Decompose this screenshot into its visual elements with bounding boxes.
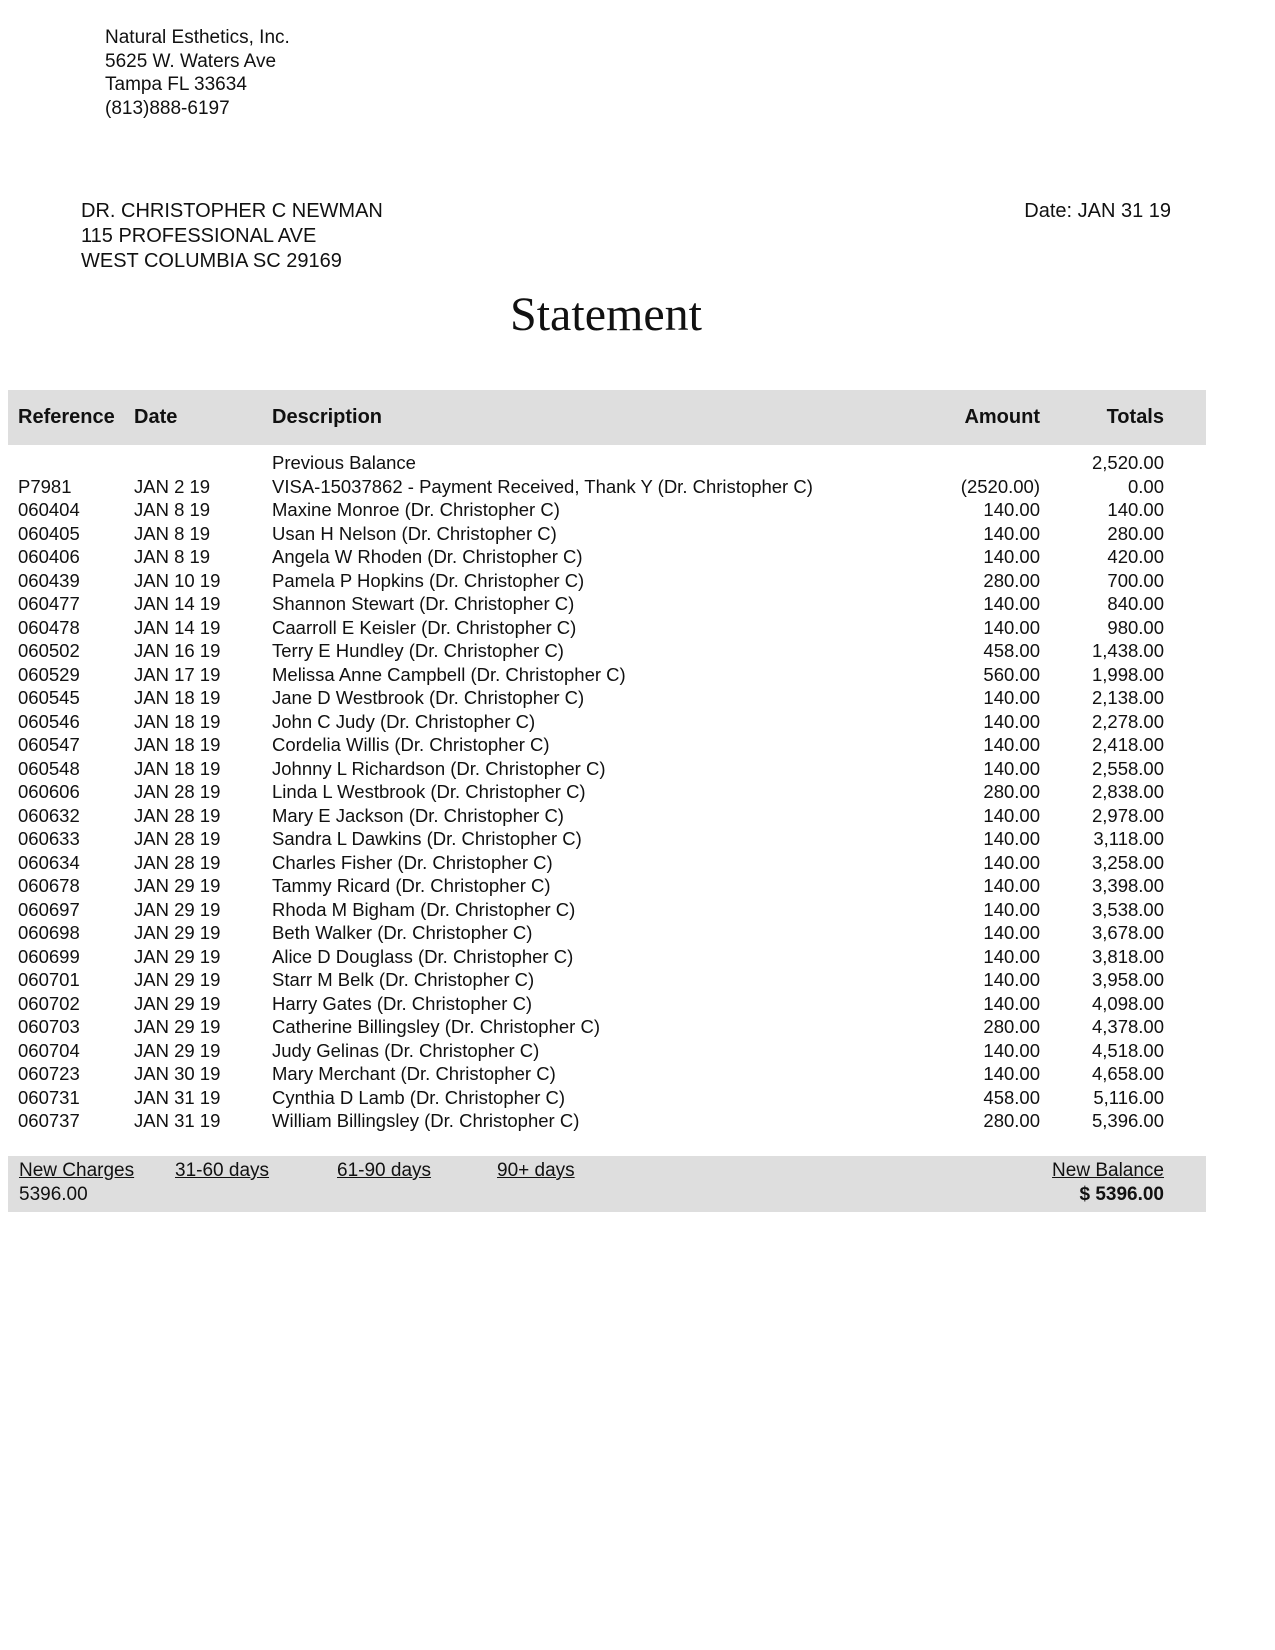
row-date: JAN 10 19 [134, 569, 221, 591]
row-total: 700.00 [1107, 569, 1164, 591]
table-row [8, 1109, 1206, 1133]
row-description: Linda L Westbrook (Dr. Christopher C) [272, 781, 586, 802]
table-row [8, 1062, 1206, 1086]
table-row [8, 639, 1206, 663]
row-total: 0.00 [1127, 475, 1164, 497]
row-total: 4,658.00 [1091, 1063, 1164, 1084]
row-date: JAN 29 19 [134, 1016, 221, 1037]
row-amount: 140.00 [983, 710, 1040, 732]
row-description: Harry Gates (Dr. Christopher C) [272, 992, 533, 1014]
row-description: Previous Balance [272, 452, 416, 473]
recipient-city: WEST COLUMBIA SC 29169 [81, 250, 342, 272]
row-description: Rhoda M Bigham (Dr. Christopher C) [272, 898, 576, 920]
table-row [8, 592, 1206, 616]
sender-address-block [105, 26, 290, 120]
row-amount: 140.00 [983, 922, 1040, 943]
row-total: 840.00 [1107, 593, 1164, 614]
table-row [8, 475, 1206, 499]
row-description: Jane D Westbrook (Dr. Christopher C) [272, 687, 585, 708]
row-total: 2,278.00 [1091, 710, 1164, 732]
header-date: Date [134, 406, 178, 428]
row-total: 3,538.00 [1091, 898, 1164, 920]
row-date: JAN 8 19 [134, 546, 211, 567]
row-date: JAN 28 19 [134, 781, 221, 802]
row-description: Usan H Nelson (Dr. Christopher C) [272, 522, 557, 544]
row-total: 2,978.00 [1091, 804, 1164, 826]
row-reference: 060405 [18, 522, 80, 544]
row-date: JAN 8 19 [134, 522, 211, 544]
header-reference: Reference [18, 406, 115, 428]
new-balance-value: $ 5396.00 [1079, 1184, 1164, 1205]
row-description: Cordelia Willis (Dr. Christopher C) [272, 734, 550, 755]
sender-phone: (813)888-6197 [105, 97, 230, 119]
row-description: Melissa Anne Campbell (Dr. Christopher C) [272, 663, 626, 685]
table-row [8, 992, 1206, 1016]
table-row [8, 710, 1206, 734]
row-amount: 140.00 [983, 969, 1040, 990]
row-total: 420.00 [1107, 546, 1164, 567]
row-amount: 140.00 [983, 593, 1040, 614]
row-date: JAN 28 19 [134, 851, 221, 873]
table-row [8, 522, 1206, 546]
row-date: JAN 28 19 [134, 828, 221, 849]
days-61-90-link[interactable]: 61-90 days [337, 1160, 432, 1181]
row-date: JAN 14 19 [134, 593, 221, 614]
row-reference: 060704 [18, 1039, 80, 1061]
row-total: 3,958.00 [1091, 969, 1164, 990]
row-reference: 060678 [18, 875, 80, 896]
row-date: JAN 29 19 [134, 922, 221, 943]
row-reference: 060737 [18, 1110, 80, 1131]
row-date: JAN 29 19 [134, 969, 221, 990]
row-date: JAN 17 19 [134, 663, 221, 685]
row-amount: 140.00 [983, 757, 1040, 779]
row-reference: 060723 [18, 1063, 80, 1084]
row-description: Caarroll E Keisler (Dr. Christopher C) [272, 616, 577, 638]
row-description: Tammy Ricard (Dr. Christopher C) [272, 875, 551, 896]
table-row [8, 663, 1206, 687]
table-row [8, 686, 1206, 710]
row-total: 1,998.00 [1091, 663, 1164, 685]
table-row [8, 921, 1206, 945]
row-amount: 140.00 [983, 804, 1040, 826]
row-reference: 060545 [18, 687, 80, 708]
row-amount: 140.00 [983, 616, 1040, 638]
row-total: 3,678.00 [1091, 922, 1164, 943]
row-total: 1,438.00 [1091, 640, 1164, 661]
row-reference: 060502 [18, 640, 80, 661]
row-total: 2,838.00 [1091, 781, 1164, 802]
row-date: JAN 18 19 [134, 757, 221, 779]
row-date: JAN 2 19 [134, 475, 211, 497]
row-amount: (2520.00) [960, 475, 1040, 497]
row-reference: 060406 [18, 546, 80, 567]
row-amount: 280.00 [983, 569, 1040, 591]
days-90-plus-link[interactable]: 90+ days [497, 1160, 575, 1181]
transaction-table [8, 451, 1206, 1133]
row-total: 5,116.00 [1093, 1086, 1164, 1108]
sender-name: Natural Esthetics, Inc. [105, 27, 290, 48]
row-total: 3,398.00 [1091, 875, 1164, 896]
row-total: 4,378.00 [1091, 1016, 1164, 1037]
row-reference: 060702 [18, 992, 80, 1014]
sender-street: 5625 W. Waters Ave [105, 50, 277, 72]
row-description: Terry E Hundley (Dr. Christopher C) [272, 640, 564, 661]
table-row [8, 545, 1206, 569]
row-reference: 060546 [18, 710, 80, 732]
row-description: Sandra L Dawkins (Dr. Christopher C) [272, 828, 582, 849]
row-date: JAN 29 19 [134, 875, 221, 896]
row-amount: 140.00 [983, 546, 1040, 567]
row-date: JAN 18 19 [134, 734, 221, 755]
row-description: VISA-15037862 - Payment Received, Thank Y (Dr. Christopher C) [272, 475, 813, 497]
row-total: 4,098.00 [1091, 992, 1164, 1014]
row-description: Catherine Billingsley (Dr. Christopher C) [272, 1016, 600, 1037]
table-row [8, 874, 1206, 898]
table-row [8, 851, 1206, 875]
row-date: JAN 18 19 [134, 710, 221, 732]
row-reference: 060731 [18, 1086, 80, 1108]
row-date: JAN 29 19 [134, 945, 221, 967]
row-total: 2,138.00 [1091, 687, 1164, 708]
row-total: 2,558.00 [1091, 757, 1164, 779]
row-reference: 060701 [18, 969, 80, 990]
row-amount: 140.00 [983, 851, 1040, 873]
row-amount: 140.00 [983, 734, 1040, 755]
table-row [8, 757, 1206, 781]
row-total: 140.00 [1107, 499, 1164, 520]
row-amount: 140.00 [983, 992, 1040, 1014]
table-row [8, 898, 1206, 922]
row-total: 2,418.00 [1091, 734, 1164, 755]
row-description: John C Judy (Dr. Christopher C) [272, 710, 536, 732]
row-date: JAN 8 19 [134, 499, 211, 520]
table-row [8, 616, 1206, 640]
header-totals: Totals [1106, 406, 1164, 428]
row-reference: 060606 [18, 781, 80, 802]
row-reference: 060478 [18, 616, 80, 638]
table-row [8, 1039, 1206, 1063]
row-amount: 280.00 [983, 781, 1040, 802]
row-total: 5,396.00 [1091, 1110, 1164, 1131]
table-row [8, 780, 1206, 804]
row-date: JAN 28 19 [134, 804, 221, 826]
row-amount: 140.00 [983, 898, 1040, 920]
new-charges-link[interactable]: New Charges [19, 1160, 135, 1181]
row-description: Pamela P Hopkins (Dr. Christopher C) [272, 569, 585, 591]
row-amount: 140.00 [983, 1063, 1040, 1084]
row-description: Mary E Jackson (Dr. Christopher C) [272, 804, 564, 826]
row-reference: 060699 [18, 945, 80, 967]
recipient-street: 115 PROFESSIONAL AVE [81, 225, 317, 247]
row-description: Beth Walker (Dr. Christopher C) [272, 922, 533, 943]
row-reference: 060632 [18, 804, 80, 826]
row-amount: 140.00 [983, 1039, 1040, 1061]
row-reference: 060477 [18, 593, 80, 614]
row-description: Starr M Belk (Dr. Christopher C) [272, 969, 535, 990]
row-amount: 140.00 [983, 945, 1040, 967]
row-date: JAN 29 19 [134, 1039, 221, 1061]
table-row [8, 804, 1206, 828]
row-reference: 060634 [18, 851, 80, 873]
row-total: 3,118.00 [1093, 828, 1164, 849]
row-amount: 280.00 [983, 1016, 1040, 1037]
row-description: Johnny L Richardson (Dr. Christopher C) [272, 757, 606, 779]
new-charges-value: 5396.00 [19, 1184, 88, 1205]
summary-footer [8, 1156, 1206, 1212]
row-reference: 060698 [18, 922, 80, 943]
row-total: 3,818.00 [1091, 945, 1164, 967]
row-date: JAN 14 19 [134, 616, 221, 638]
table-row [8, 968, 1206, 992]
row-date: JAN 31 19 [134, 1110, 221, 1131]
row-amount: 140.00 [983, 499, 1040, 520]
table-row [8, 827, 1206, 851]
row-amount: 140.00 [983, 687, 1040, 708]
row-description: Charles Fisher (Dr. Christopher C) [272, 851, 553, 873]
row-description: Alice D Douglass (Dr. Christopher C) [272, 945, 574, 967]
row-date: JAN 29 19 [134, 898, 221, 920]
row-total: 980.00 [1107, 616, 1164, 638]
row-description: Mary Merchant (Dr. Christopher C) [272, 1063, 556, 1084]
table-row [8, 569, 1206, 593]
row-amount: 140.00 [983, 522, 1040, 544]
row-reference: 060633 [18, 828, 80, 849]
row-reference: 060439 [18, 569, 80, 591]
row-total: 280.00 [1107, 522, 1164, 544]
row-amount: 560.00 [983, 663, 1040, 685]
row-amount: 458.00 [983, 1086, 1040, 1108]
row-description: Judy Gelinas (Dr. Christopher C) [272, 1039, 540, 1061]
row-date: JAN 31 19 [134, 1086, 221, 1108]
new-balance-link[interactable]: New Balance [1052, 1160, 1164, 1181]
row-reference: 060548 [18, 757, 80, 779]
sender-city: Tampa FL 33634 [105, 74, 247, 95]
row-description: Maxine Monroe (Dr. Christopher C) [272, 499, 560, 520]
recipient-name: DR. CHRISTOPHER C NEWMAN [81, 200, 383, 222]
row-amount: 140.00 [983, 828, 1040, 849]
table-row [8, 733, 1206, 757]
header-description: Description [272, 406, 383, 428]
row-reference: 060404 [18, 499, 80, 520]
row-reference: 060703 [18, 1016, 80, 1037]
row-date: JAN 30 19 [134, 1063, 221, 1084]
table-row [8, 1015, 1206, 1039]
page-title: Statement [510, 288, 702, 341]
row-description: Cynthia D Lamb (Dr. Christopher C) [272, 1086, 566, 1108]
row-date: JAN 18 19 [134, 687, 221, 708]
row-date: JAN 29 19 [134, 992, 221, 1014]
row-total: 3,258.00 [1091, 851, 1164, 873]
row-amount: 280.00 [983, 1110, 1040, 1131]
row-total: 2,520.00 [1091, 452, 1164, 473]
row-amount: 458.00 [983, 640, 1040, 661]
table-row [8, 945, 1206, 969]
row-date: JAN 16 19 [134, 640, 221, 661]
row-description: Angela W Rhoden (Dr. Christopher C) [272, 546, 583, 567]
row-reference: P7981 [18, 475, 72, 497]
statement-date: Date: JAN 31 19 [1024, 200, 1171, 222]
days-31-60-link[interactable]: 31-60 days [175, 1160, 270, 1181]
table-row [8, 498, 1206, 522]
row-reference: 060697 [18, 898, 80, 920]
table-row [8, 1086, 1206, 1110]
row-description: Shannon Stewart (Dr. Christopher C) [272, 593, 575, 614]
table-header [8, 390, 1206, 445]
row-total: 4,518.00 [1091, 1039, 1164, 1061]
row-reference: 060547 [18, 734, 80, 755]
row-reference: 060529 [18, 663, 80, 685]
row-amount: 140.00 [983, 875, 1040, 896]
table-row [8, 451, 1206, 475]
header-amount: Amount [964, 406, 1040, 428]
recipient-address-block [81, 199, 383, 274]
row-description: William Billingsley (Dr. Christopher C) [272, 1110, 580, 1131]
